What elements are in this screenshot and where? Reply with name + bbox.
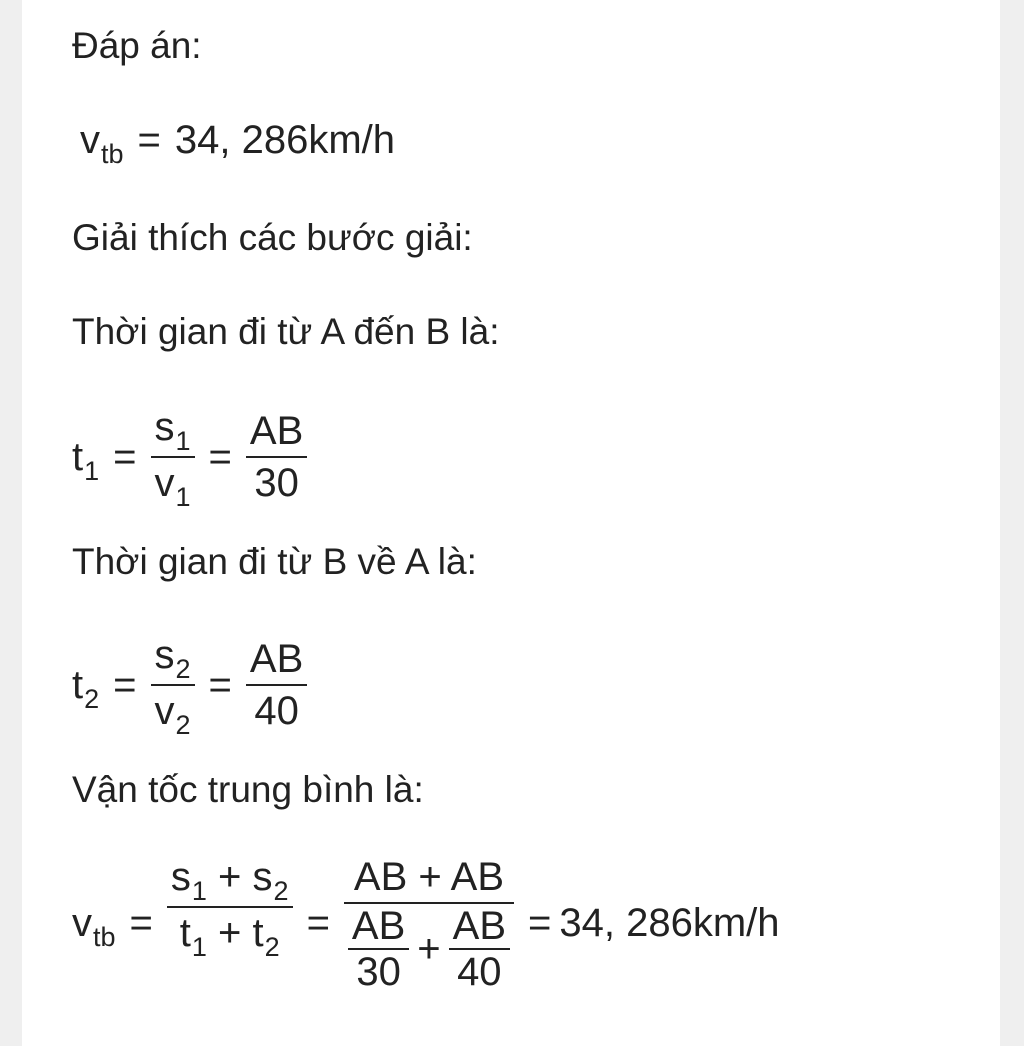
t2-lhs: $t_2$ <box>72 662 100 714</box>
answer-value: 34, 286km/h <box>174 118 396 162</box>
vtb-result: 34, 286km/h <box>559 900 780 945</box>
answer-heading: Đáp án: <box>72 25 202 66</box>
t1-fraction-s-over-v: $\frac{s_1}{v_1}$ <box>151 402 195 512</box>
step1-text: Thời gian đi từ A đến B là: <box>72 311 500 352</box>
step2-text: Thời gian đi từ B về A là: <box>72 541 477 582</box>
vtb-lhs: $v_{tb}$ <box>72 900 116 952</box>
t1-lhs: $t_1$ <box>72 434 100 486</box>
answer-card <box>22 0 1000 1046</box>
vtb-inner-fraction-40: $\frac{AB}{40}$ <box>449 904 510 994</box>
answer-formula: $v_{tb}$ = 34, 286km/h <box>80 118 396 169</box>
formula-vtb: $v_{tb}$ = $\frac{s_1 + s_2}{t_1 + t_2}$ = AB + AB $\frac{AB}{30}$ + $\frac{AB}{40}$ = 34, 286km/h <box>72 852 780 994</box>
answer-lhs: $v_{tb}$ <box>80 118 124 169</box>
step3-text: Vận tốc trung bình là: <box>72 769 424 810</box>
t1-fraction-ab-over-30: $\frac{AB}{30}$ <box>246 406 307 508</box>
formula-t1: $t_1$ = $\frac{s_1}{v_1}$ = $\frac{AB}{30}$ <box>72 402 307 512</box>
vtb-fraction-s-over-t: $\frac{s_1 + s_2}{t_1 + t_2}$ <box>167 852 293 962</box>
vtb-complex-fraction: AB + AB $\frac{AB}{30}$ + $\frac{AB}{40}$ <box>344 852 514 994</box>
formula-t2: $t_2$ = $\frac{s_2}{v_2}$ = $\frac{AB}{40}$ <box>72 630 307 740</box>
explain-heading: Giải thích các bước giải: <box>72 217 473 258</box>
vtb-inner-fraction-30: $\frac{AB}{30}$ <box>348 904 409 994</box>
t2-fraction-ab-over-40: $\frac{AB}{40}$ <box>246 634 307 736</box>
t2-fraction-s-over-v: $\frac{s_2}{v_2}$ <box>151 630 195 740</box>
